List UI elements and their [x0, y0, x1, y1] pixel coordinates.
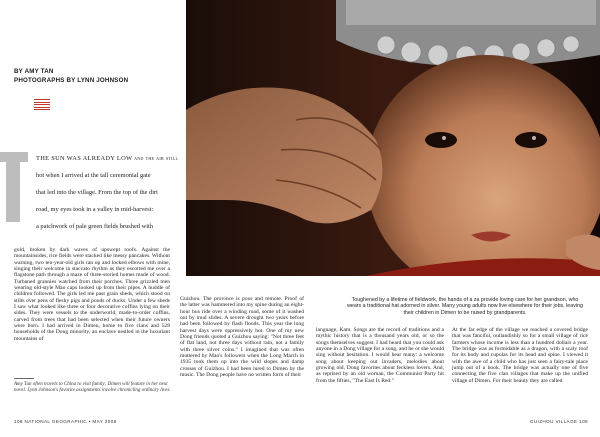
column-1-text: gold, broken by dark waves of upswept roofs. Against the mountainsides, rice fields were stacked like messy pancakes. Without warning, two ten-year-old girls ran up and locked elbows with mine, singing their welcome in staccato rhythm as they escorted me over a flagstone path through a maze of three-storied homes made of wood. Turbaned grannies watched from their porches. Three grizzled men wearing old-style Mao caps looked up from their pipes. A huddle of children followed. The girls led me past grain sheds, which stood on stilts over pens of fleshy pigs and ponds of ducks. Under a few sheds I saw what looked like three or four decorative coffins lying on their sides. They were vessels to the underworld, made-to-order coffins, carved from trees that had been selected when their future owners were born. I had arrived in Dimen, home to five clans and 528 households of the Dong minority, an enclave nestled in the luxuriant mountains of: [14, 247, 170, 342]
author-credit: Amy Tan often travels to China to visit family; Dimen will feature in her next novel. Lynn Johnson's favorite assignments involve chronicling ordinary lives.: [14, 382, 171, 393]
folio-right: GUIZHOU VILLAGE 109: [529, 419, 588, 424]
lede-line-4: road, my eyes took in a valley in mid-harvest:: [36, 206, 154, 213]
column-4-text: At the far edge of the village we reached a covered bridge that was fanciful, outlandishly so for a small village of rice farmers whose income is less than a hundred dollars a year. The bridge was as formidable as a dragon, with a scaly roof for its body and cupolas for its head and spine. I viewed it with the awe of a child who has just seen a fairy-tale place jump out of a book. The bridge was actually one of five connecting the five clan villages that make up the unified village of Dimen. For their beauty they are called: [452, 327, 588, 384]
column-1: [14, 247, 170, 375]
lede-line-5: a patchwork of pale green fields brushed with: [36, 223, 153, 230]
credit-rule: [14, 378, 34, 379]
column-2: [180, 296, 304, 414]
column-3-text: language, Kam. Songs are the record of traditions and a mythic history that is a thousand years old, or so the songs themselves suggest. I had heard that you could ask anyone in a Dong village for a song, and he or she would sing without hesitation. I would hear many: a welcome song about keeping out invaders, melodies about growing old, Dong favorites about feckless lovers. And, as reprised by an old woman, the Communist Party hit from the fifties, "The East Is Red.": [316, 327, 444, 384]
byline-author: BY AMY TAN: [14, 68, 54, 75]
byline-photographer: PHOTOGRAPHS BY LYNN JOHNSON: [14, 76, 129, 84]
column-2-text: Guizhou. The province is poor and remote. Proof of the latter was hammered into my spine during an eight-hour bus ride over a winding road, some of it washed out by mud slides. A severe drought two years before had been followed by flash floods. This year the long harvest days were oppressively hot. One of my new Dong friends quoted a Guizhou saying: "Not three feet of flat land, not three days without rain, not a family with three silver coins." I imagined that was often muttered by Mao's followers when the Long March in 1935 took them up into the wild slopes and damp crosses of Guizhou. I had been lured to Dimen by the music. The Dong people have no written form of their: [180, 296, 304, 379]
column-3: [316, 327, 444, 413]
lede-line-2: hot when I arrived at the tall ceremonial gate: [36, 172, 151, 179]
dropcap-t-stem: [6, 152, 20, 222]
lede-line-1: THE SUN WAS ALREADY LOW and the air still: [36, 155, 179, 162]
folio-left: 108 NATIONAL GEOGRAPHIC • MAY 2008: [14, 419, 117, 424]
ornament-lines: [34, 99, 50, 112]
byline: [14, 68, 128, 85]
lede-line-3: that led into the village. From the top of the dirt: [36, 189, 158, 196]
lede: [36, 150, 184, 235]
photo-caption: Toughened by a lifetime of fieldwork, the hands of a za provide loving care for her grandson, who wears a traditional hat adorned in silver. Many young adults now live elsewhere for their jobs, leaving their children in Dimen to be raised by grandparents.: [347, 297, 583, 316]
photo-child-with-grandmother-hand: [186, 0, 600, 276]
column-4: [452, 327, 588, 413]
